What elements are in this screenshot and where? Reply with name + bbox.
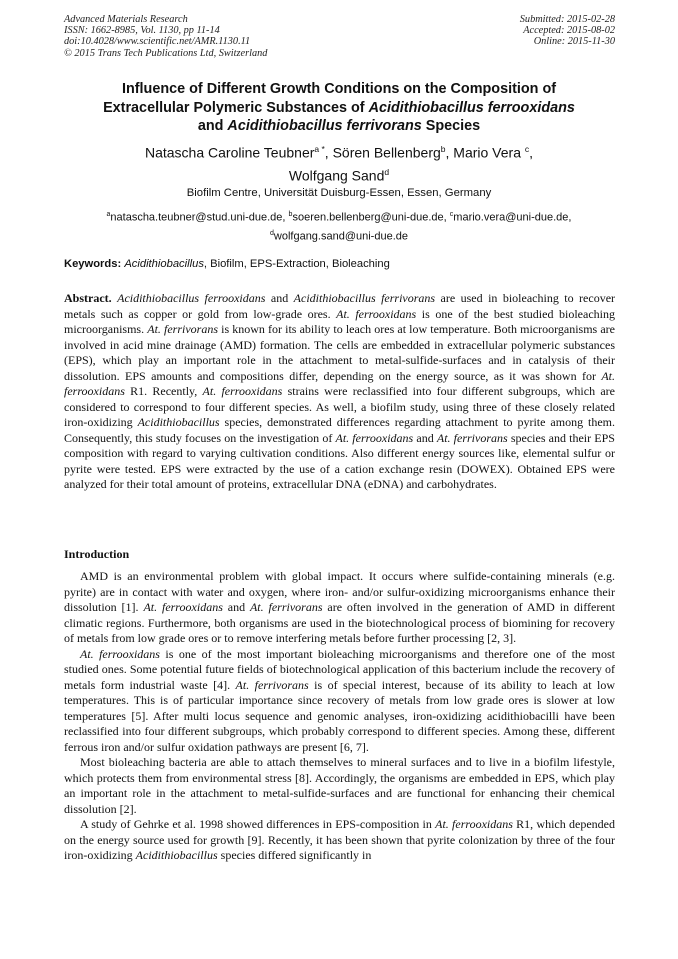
paragraph-text: A study of Gehrke et al. 1998 showed differences in EPS-composition in <box>80 817 436 831</box>
species-name: At. ferrooxidans <box>64 368 615 398</box>
abstract-text: and <box>265 291 294 305</box>
paragraph <box>64 647 615 756</box>
accepted-date: Accepted: 2015-08-02 <box>523 25 615 37</box>
species-name: At. ferrooxidans <box>335 430 414 445</box>
abstract-text: is one of the best studied bioleaching microorganisms. <box>64 306 615 336</box>
affiliation: Biofilm Centre, Universität Duisburg-Essen, Essen, Germany <box>186 187 492 199</box>
online-date: Online: 2015-11-30 <box>533 36 615 48</box>
species-name: At. ferrooxidans <box>143 600 223 614</box>
author-line-1: Natascha Caroline Teubner$^{a *}$, Sören Bellenberg$^b$, Mario Vera $^c$, <box>144 144 534 161</box>
title-text: Species <box>421 118 481 135</box>
title-line-1: Influence of Different Growth Conditions on the Composition of <box>121 81 557 97</box>
author-name: Natascha Caroline Teubner <box>144 144 315 161</box>
keyword: Acidithiobacillus <box>124 258 204 270</box>
publication-dates <box>520 14 615 48</box>
species-name: Acidithiobacillus <box>135 848 218 862</box>
abstract-label: Abstract. <box>64 291 112 305</box>
doi: doi:10.4028/www.scientific.net/AMR.1130.11 <box>64 36 251 48</box>
author-name: Sören Bellenberg <box>332 144 441 161</box>
paragraph <box>64 817 615 864</box>
email-marker: d <box>269 229 274 237</box>
email-marker: a <box>106 211 111 218</box>
species-name: At. ferrooxidans <box>80 646 160 661</box>
abstract-text: R1. Recently, <box>124 384 203 398</box>
email-address: soeren.bellenberg@uni-due.de <box>292 211 444 224</box>
keywords <box>64 257 624 271</box>
species-name: At. ferrivorans <box>147 322 219 336</box>
abstract-text: strains were reclassified into four different subgroups, which are considered to correspond to four different species. As well, a biofilm study, using three of these closely related iron-oxidizing <box>64 384 615 429</box>
email-marker: b <box>288 211 293 218</box>
species-name: At. ferrooxidans <box>336 306 417 321</box>
email-address: natascha.teubner@stud.uni-due.de <box>110 211 283 224</box>
email-marker: c <box>449 211 454 218</box>
paper-title <box>50 80 628 136</box>
abstract-text: and <box>413 430 437 445</box>
species-name: At. ferrivorans <box>436 430 508 445</box>
email-line-1: $^a$natascha.teubner@stud.uni-due.de, $^b$soeren.bellenberg@uni-due.de, $^c$mario.vera@uni-due.de, <box>106 211 572 224</box>
paragraph <box>64 569 615 647</box>
submitted-date: Submitted: 2015-02-28 <box>519 14 615 25</box>
abstract-text: are used in bioleaching to recover metals such as copper or gold from low-grade ores. <box>64 291 616 321</box>
author-marker: c <box>524 144 530 154</box>
keywords-label: Keywords: <box>64 258 122 270</box>
author-list <box>50 140 628 186</box>
paragraph-text: and <box>222 600 250 614</box>
author-name: Wolfgang Sand <box>288 167 385 184</box>
abstract-text: species and their EPS composition with regard to varying cultivation conditions. Also different energy sources like, elemental sulfur or pyrite were tested. EPS were extracted by the use of a cation exchange resin (DOWEX). Obtained EPS were analyzed for their total amount of proteins, extracellular DNA (eDNA) and carbohydrates. <box>64 430 615 491</box>
paragraph-text: species differed significantly in <box>217 848 372 862</box>
abstract-text: species, demonstrated differences regarding attachment to pyrite among them. Consequently, this study focuses on the investigation of <box>64 415 615 445</box>
species-name: Acidithiobacillus <box>137 415 220 429</box>
paragraph-text: R1, which depended on the energy source used for growth [9]. Recently, it has been shown that pyrite colonization by three of the four iron-oxidizing <box>64 817 615 862</box>
species-name: At. ferrivorans <box>249 600 323 614</box>
paragraph-text: is of special interest, because of its ability to leach at low temperatures. This is of particular importance since recovery of metals from low grade ores is slower at low temperatures [5]. After multi locus sequence and genomic analyses, iron-oxidizing acidithiobacilli have been reclassified into four different subgroups, which probably correspond to different species. Among these, different ferrous iron and/or sulfur oxidation pathways are present [6, 7]. <box>64 677 615 754</box>
author-emails <box>50 207 628 244</box>
paragraph-text: AMD is an environmental problem with global impact. It occurs where sulfide-containing minerals (e.g. pyrite) are in contact with water and oxygen, where iron- and/or sulfur-oxidizing microorganisms enhance their dissolution [1]. <box>64 569 615 614</box>
email-address: wolfgang.sand@uni-due.de <box>273 230 408 243</box>
publication-info <box>64 14 267 59</box>
title-text: Extracellular Polymeric Substances of <box>103 99 369 116</box>
author-marker: d <box>384 167 390 178</box>
author-name: Mario Vera <box>453 144 521 161</box>
paragraph-text: are often involved in the generation of AMD in different climatic regions. Furthermore, both organisms are used in the biotechnological process of biomining for recovery of metals from low grade ores or to remove interfering metals before further processing [2, 3]. <box>64 600 616 645</box>
introduction-body <box>64 569 615 864</box>
email-line-2 <box>50 226 628 245</box>
abstract-text: is known for its ability to leach ores at low temperature. Both microorganisms are involved in acid mine drainage (AMD) formation. The cells are embedded in extracellular polymeric substances (EPS), which play an important role in the attachment to metal-sulfide-surfaces and in catalysis of their dissolution. EPS amounts and compositions differ, depending on the energy source, as it was shown for <box>64 322 615 383</box>
paragraph-text: is one of the most important bioleaching microorganisms and therefore one of the most studied ones. Some potential future fields of biotechnological application of this bacterium include the recovery of metals form industrial waste [4]. <box>64 646 615 692</box>
species-name: Acidithiobacillus ferrivorans <box>293 291 436 305</box>
title-line-2 <box>50 99 628 118</box>
copyright: © 2015 Trans Tech Publications Ltd, Switzerland <box>64 47 268 59</box>
species-name: Acidithiobacillus ferrooxidans <box>117 291 266 305</box>
paragraph-text: Most bioleaching bacteria are able to attach themselves to mineral surfaces and to live in a biofilm lifestyle, which protects them from environmental stress [8]. Accordingly, the organisms are embedded in EPS, which play an important role in the attachment to metal-sulfide-surfaces and are functional for enhancing their chemical dissolution [2]. <box>64 755 615 816</box>
author-marker: a * <box>314 144 325 154</box>
title-text: and <box>197 118 228 135</box>
issn-volume: ISSN: 1662-8985, Vol. 1130, pp 11-14 <box>64 25 220 37</box>
species-name: At. ferrooxidans <box>202 384 283 398</box>
email-address: mario.vera@uni-due.de <box>453 211 569 224</box>
author-marker: b <box>440 144 446 154</box>
journal-name: Advanced Materials Research <box>64 14 188 25</box>
abstract <box>64 291 615 493</box>
species-name: At. ferrivorans <box>235 677 309 692</box>
keyword-list: , Biofilm, EPS-Extraction, Bioleaching <box>203 258 390 270</box>
author-line-2 <box>50 163 628 186</box>
species-name: At. ferrooxidans <box>435 817 513 831</box>
paragraph <box>64 755 615 817</box>
title-species: Acidithiobacillus ferrooxidans <box>368 99 575 116</box>
title-line-3 <box>50 117 628 136</box>
title-species: Acidithiobacillus ferrivorans <box>227 118 422 135</box>
section-heading-introduction: Introduction <box>64 547 130 561</box>
